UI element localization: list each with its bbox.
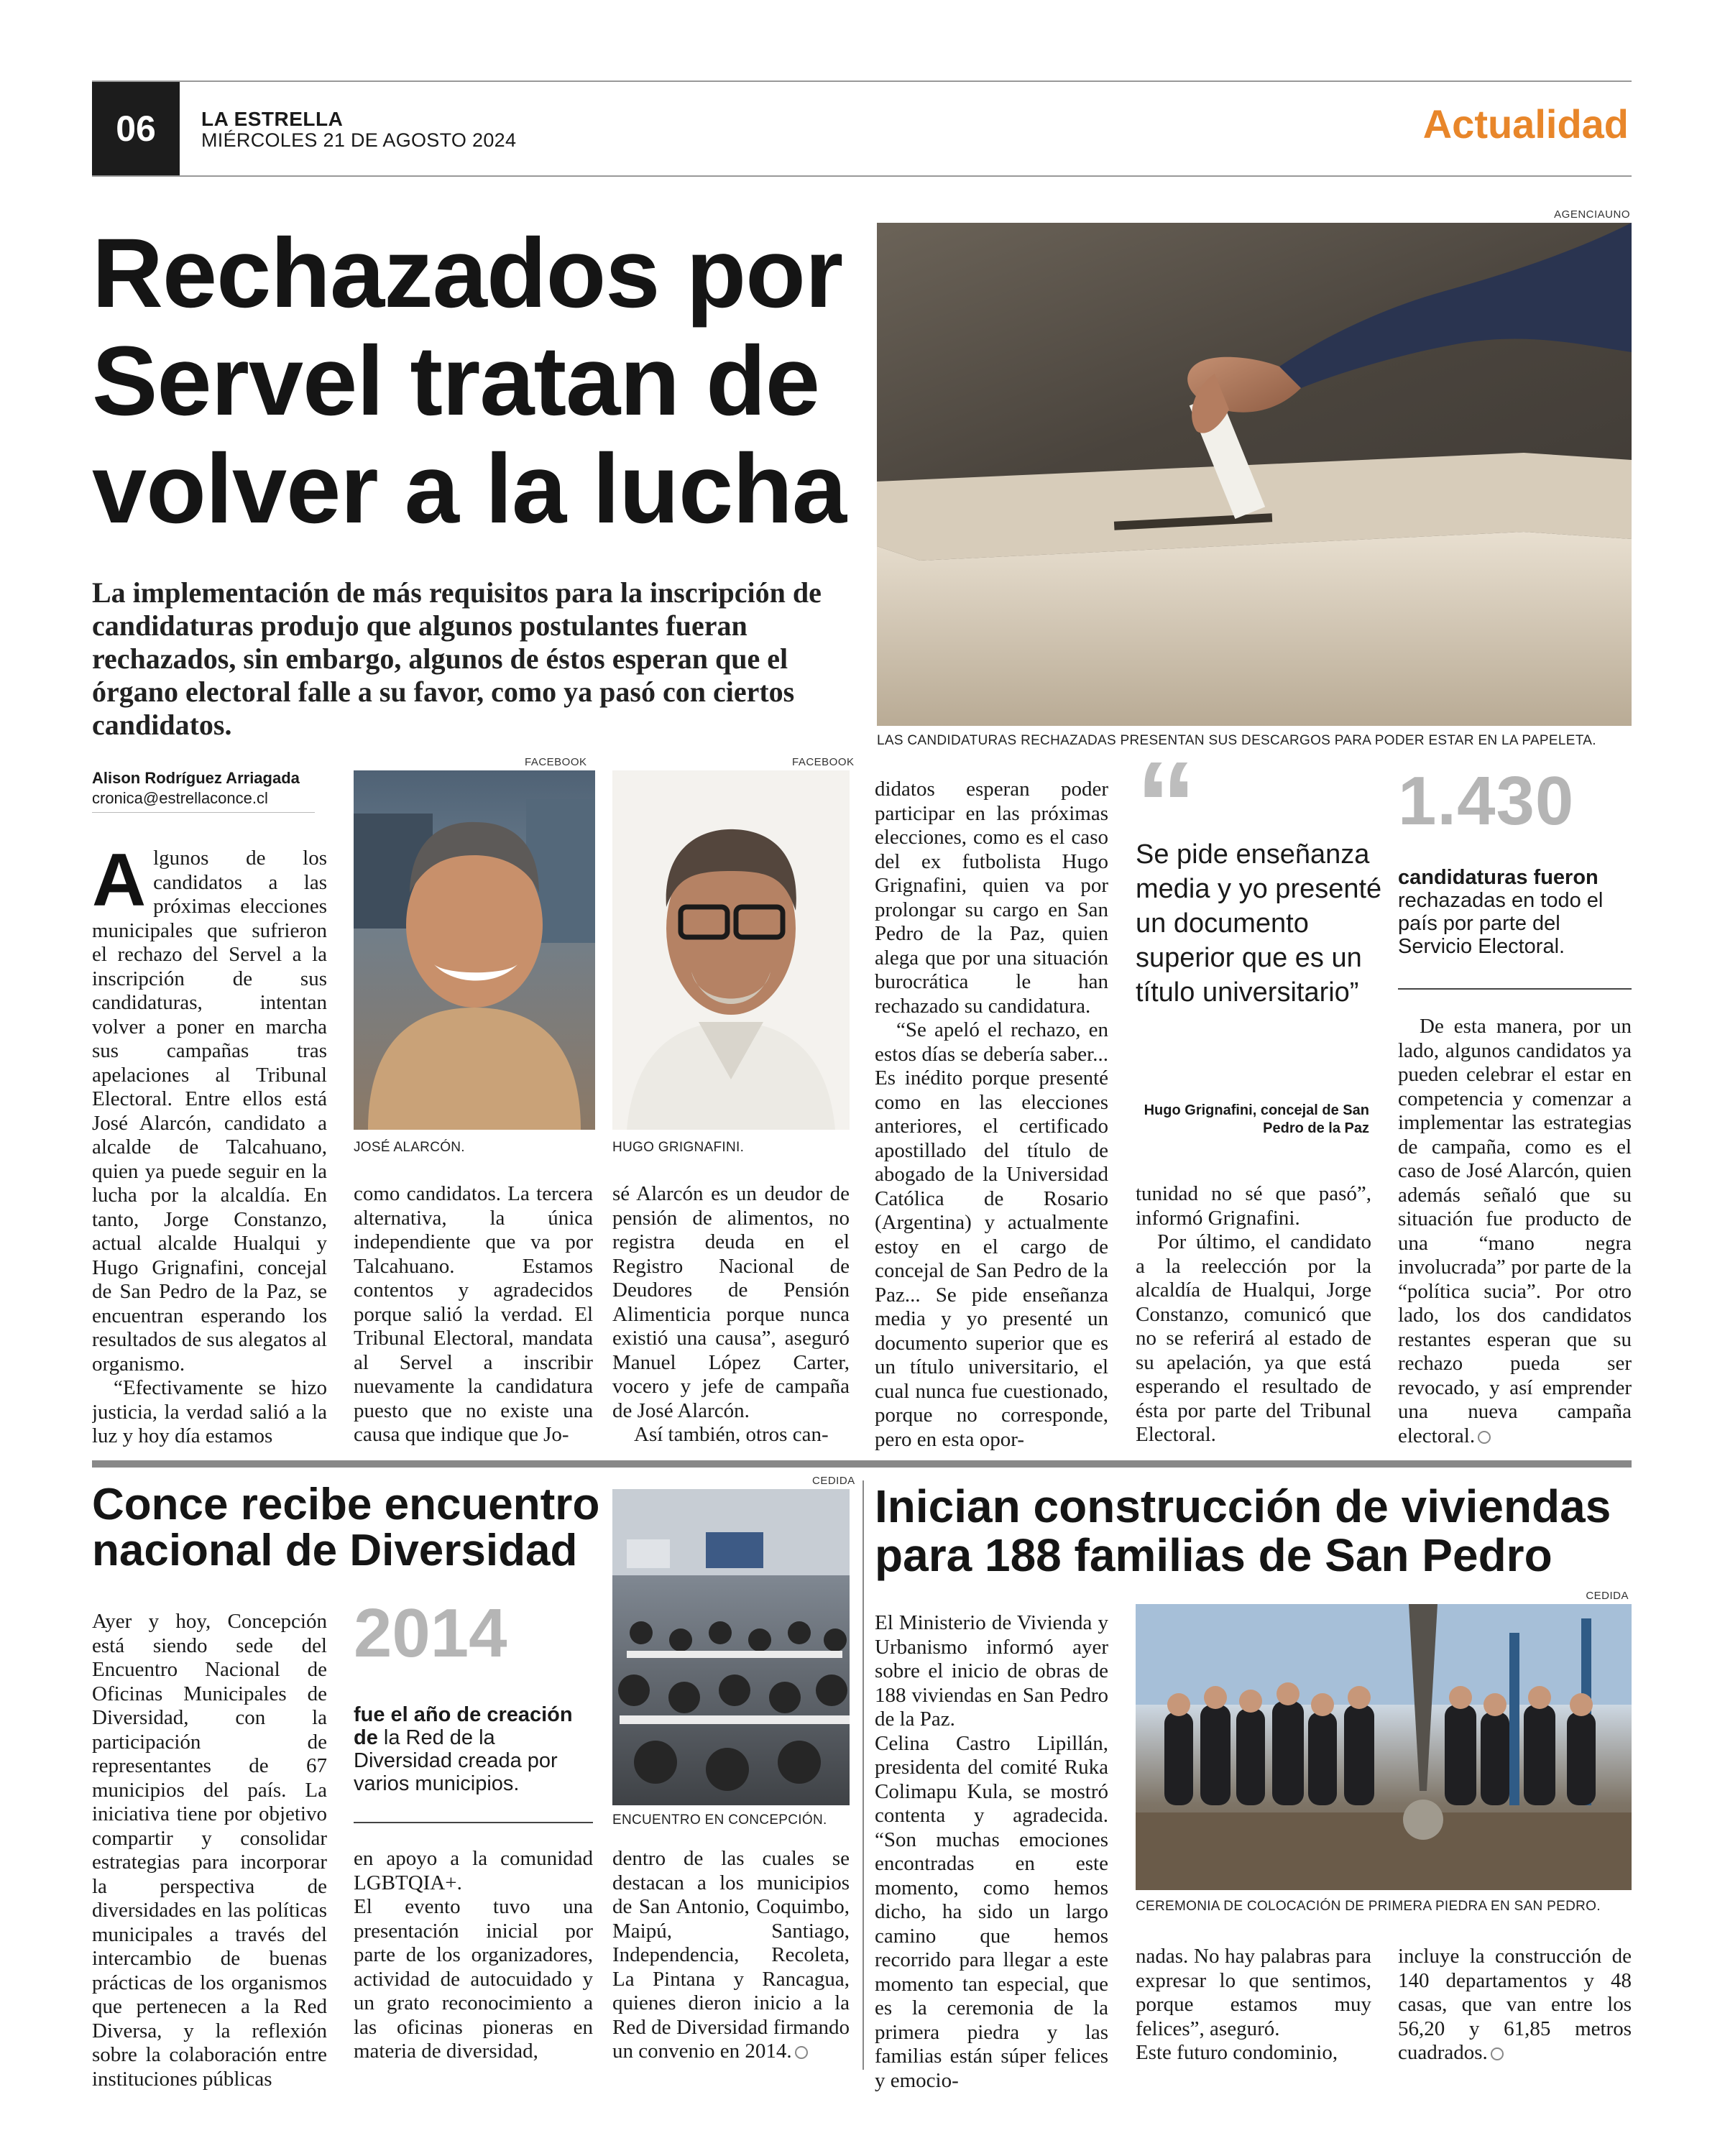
main-col3-paragraph-1: sé Alarcón es un deudor de pensión de alimentos, no registra deuda en el Registro Nacional de Deudores de Pensión Alimenticia porque nunca existió una causa”, aseguró Manuel López Carter, vocero y jefe de campaña de José Alarcón. (612, 1182, 850, 1422)
conference-room-illustration (612, 1489, 850, 1805)
issue-date: MIÉRCOLES 21 DE AGOSTO 2024 (201, 129, 517, 151)
housing-col1-paragraph-2: Celina Castro Lipillán, presidenta del comité Ruka Colimapu Kula, se mostró contenta y agradecida. “Son muchas emociones encontradas en este momento, como hemos dicho, ha sido un largo camino que hemos recorrido para llegar a este momento tan especial, que es la ceremonia de la primera piedra y las familias están súper felices y emocio- (875, 1731, 1108, 2092)
main-col6-text: De esta manera, por un lado, algunos candidatos ya pueden celebrar el estar en competencia y comenzar a implementar las estrategias de campaña, como es el caso de José Alarcón, quien además señaló que su situación fue producto de una “mano negra involucrada” por parte de la “política sucia”. Por otro lado, los dos candidatos restantes esperan que su rechazo pueda ser revocado, y así emprender una nueva campaña electoral. (1398, 1015, 1632, 1447)
header-bottom-rule (92, 175, 1632, 177)
housing-col3-paragraph (1398, 1945, 1632, 2065)
grignafini-photo-caption: HUGO GRIGNAFINI. (612, 1140, 745, 1155)
main-column-1 (92, 847, 327, 1457)
diversity-column-3 (612, 1847, 850, 2064)
pull-quote-attribution: Hugo Grignafini, concejal de San Pedro de la Paz (1144, 1102, 1369, 1136)
diversity-photo (612, 1489, 850, 1805)
diversity-col3-paragraph (612, 1847, 850, 2064)
ceremony-illustration (1136, 1604, 1632, 1890)
diversity-col2-paragraph-1: en apoyo a la comunidad LGBTQIA+. (354, 1847, 593, 1894)
ballot-photo (877, 223, 1632, 726)
housing-column-1 (875, 1611, 1108, 2093)
ballot-photo-credit: AGENCIAUNO (1554, 208, 1630, 221)
main-lead: La implementación de más requisitos para la inscripción de candidaturas produjo que algunos postulantes fueran rechazados, sin embargo, algunos de éstos esperan que el órgano electoral falle a su favor, como ya pasó con ciertos candidatos. (92, 576, 822, 741)
main-col6-paragraph (1398, 1015, 1632, 1448)
main-column-2 (354, 1182, 593, 1447)
diversity-column-2 (354, 1847, 593, 2064)
diversity-column-1 (92, 1610, 327, 2091)
diversity-col3-text: dentro de las cuales se destacan a los municipios de San Antonio, Coquimbo, Maipú, Santiago, Independencia, Recoleta, La Pintana y Rancagua, quienes dieron inicio a la Red de Diversidad firmando un convenio en 2014. (612, 1847, 850, 2063)
page-number: 06 (116, 109, 156, 149)
stat-number: 1.430 (1398, 763, 1575, 839)
main-headline-line-2: Servel tratan de (92, 326, 819, 436)
pull-quote-text: Se pide enseñanza media y yo presenté un documento superior que es un título universitario” (1136, 839, 1382, 1008)
grignafini-photo-credit: FACEBOOK (792, 756, 855, 768)
ballot-photo-caption: LAS CANDIDATURAS RECHAZADAS PRESENTAN SUS DESCARGOS PARA PODER ESTAR EN LA PAPELETA. (877, 733, 1596, 748)
author-email: cronica@estrellaconce.cl (92, 789, 268, 807)
main-column-6 (1398, 1015, 1632, 1448)
grignafini-portrait (612, 770, 850, 1130)
housing-col3-text: incluye la construcción de 140 departamentos y 48 casas, que van entre los 56,20 y 61,85 metros cuadrados. (1398, 1945, 1632, 2064)
alarcon-photo (354, 770, 595, 1130)
header-top-rule (92, 80, 1632, 82)
diversity-col1-paragraph: Ayer y hoy, Concepción está siendo sede del Encuentro Nacional de Oficinas Municipales de Diversidad, con la participación de representantes de 67 municipios del país. La iniciativa tiene por objetivo compartir y consolidar estrategias para incorporar la perspectiva de diversidades en las políticas municipales a través del intercambio de buenas prácticas de los organismos que pertenecen a la Red Diversa, y la reflexión sobre la colaboración entre instituciones públicas (92, 1610, 327, 2091)
stat-rule (1398, 988, 1632, 990)
main-col1-paragraph-1: lgunos de los candidatos a las próximas elecciones municipales que sufrieron el rechazo del Servel a la inscripción de sus candidaturas, intentan volver a poner en marcha sus campañas tras apelaciones al Tribunal Electoral. Entre ellos está José Alarcón, candidato a alcalde de Talcahuano, quien ya puede seguir en la lucha por la alcaldía. En tanto, Jorge Constanzo, actual alcalde Hualqui y Hugo Grignafini, concejal de San Pedro de la Paz, se encuentran esperando los resultados de sus alegatos al organismo. (92, 847, 327, 1376)
housing-photo-caption: CEREMONIA DE COLOCACIÓN DE PRIMERA PIEDRA EN SAN PEDRO. (1136, 1899, 1601, 1914)
main-column-3 (612, 1182, 850, 1447)
diversity-end-mark-icon (795, 2046, 808, 2059)
housing-end-mark-icon (1491, 2047, 1504, 2060)
housing-column-2 (1136, 1945, 1371, 2065)
alarcon-portrait (354, 770, 595, 1130)
main-column-5 (1136, 1182, 1371, 1447)
diversity-stat-description (354, 1703, 593, 1795)
diversity-photo-credit: CEDIDA (812, 1475, 855, 1487)
diversity-stat-bold: fue el año de creación de (354, 1703, 573, 1749)
main-col2-paragraph: como candidatos. La tercera alternativa, la única independiente que va por Talcahuano. Estamos contentos y agradecidos porque salió la verdad. El Tribunal Electoral, mandata al Servel a inscribir nuevamente la candidatura puesto que no existe una causa que indique que Jo- (354, 1182, 593, 1446)
housing-photo-credit: CEDIDA (1586, 1590, 1629, 1602)
housing-headline (875, 1482, 1637, 1580)
diversity-headline-line-2: nacional de Diversidad (92, 1526, 578, 1575)
housing-headline-line-2: para 188 familias de San Pedro (875, 1529, 1552, 1581)
diversity-headline (92, 1482, 610, 1574)
housing-column-3 (1398, 1945, 1632, 2065)
pull-quote-mark: “ (1136, 737, 1197, 873)
author-name: Alison Rodríguez Arriagada (92, 769, 300, 787)
housing-col2-paragraph-1: nadas. No hay palabras para expresar lo que sentimos, porque estamos muy felices”, aseguró. (1136, 1945, 1371, 2040)
main-col3-paragraph-2: Así también, otros can- (634, 1423, 829, 1446)
housing-col1-paragraph-1: El Ministerio de Vivienda y Urbanismo informó ayer sobre el inicio de obras de 188 viviendas en San Pedro de la Paz. (875, 1611, 1108, 1731)
housing-col2-paragraph-2: Este futuro condominio, (1136, 2041, 1338, 2064)
main-col4-paragraph-1: didatos esperan poder participar en las próximas elecciones, como es el caso del ex futbolista Hugo Grignafini, quien va por prolongar su cargo en San Pedro de la Paz, quien alega que por una situación burocrática le han rechazado su candidatura. (875, 778, 1108, 1018)
end-mark-icon (1478, 1431, 1491, 1444)
main-col5-paragraph-1: tunidad no sé que pasó”, informó Grignafini. (1136, 1182, 1371, 1230)
byline-rule (92, 812, 315, 813)
alarcon-photo-caption: JOSÉ ALARCÓN. (354, 1140, 465, 1155)
diversity-stat-rule (354, 1822, 593, 1823)
stat-description-bold: candidaturas fueron (1398, 866, 1598, 889)
story-separator (862, 1480, 864, 2070)
page-number-box (92, 82, 180, 175)
grignafini-photo (612, 770, 850, 1130)
main-headline (92, 220, 883, 543)
diversity-headline-line-1: Conce recibe encuentro (92, 1480, 600, 1529)
diversity-stat-number: 2014 (354, 1595, 507, 1672)
section-label: Actualidad (1422, 101, 1629, 147)
main-column-4 (875, 778, 1108, 1452)
diversity-photo-caption: ENCUENTRO EN CONCEPCIÓN. (612, 1812, 827, 1828)
main-col4-paragraph-2: “Se apeló el rechazo, en estos días se debería saber... Es inédito porque presenté como en las elecciones anteriores, el certificado apostillado del título de abogado de la Universidad Católica de Rosario (Argentina) y actualmente estoy en el cargo de concejal de San Pedro de la Paz... Se pide enseñanza media y yo presenté un documento superior que es un título universitario, el cual nunca fue cuestionado, porque no corresponde, pero en esta opor- (875, 1018, 1108, 1451)
paper-name: LA ESTRELLA (201, 108, 344, 130)
alarcon-photo-credit: FACEBOOK (525, 756, 587, 768)
main-headline-line-3: volver a la lucha (92, 434, 847, 544)
housing-headline-line-1: Inician construcción de viviendas (875, 1480, 1611, 1532)
drop-cap: A (92, 847, 147, 922)
main-col1-paragraph-2: “Efectivamente se hizo justicia, la verdad salió a la luz y hoy día estamos (92, 1376, 327, 1447)
housing-photo (1136, 1604, 1632, 1890)
stat-description (1398, 866, 1632, 958)
main-col5-paragraph-2: Por último, el candidato a la reelección por la alcaldía de Hualqui, Jorge Constanzo, comunicó que no se referirá al estado de su apelación, ya que está esperando el resultado de ésta por parte del Tribunal Electoral. (1136, 1230, 1371, 1446)
ballot-box-illustration (877, 223, 1632, 726)
diversity-stat-text: la Red de la Diversidad creada por varios municipios. (354, 1726, 558, 1795)
section-divider (92, 1460, 1632, 1468)
stat-description-text: rechazadas en todo el país por parte del Servicio Electoral. (1398, 889, 1604, 958)
diversity-col2-paragraph-2: El evento tuvo una presentación inicial por parte de los organizadores, actividad de autocuidado y un grato reconocimiento a las oficinas pioneras en materia de diversidad, (354, 1895, 593, 2063)
main-headline-line-1: Rechazados por (92, 218, 843, 328)
